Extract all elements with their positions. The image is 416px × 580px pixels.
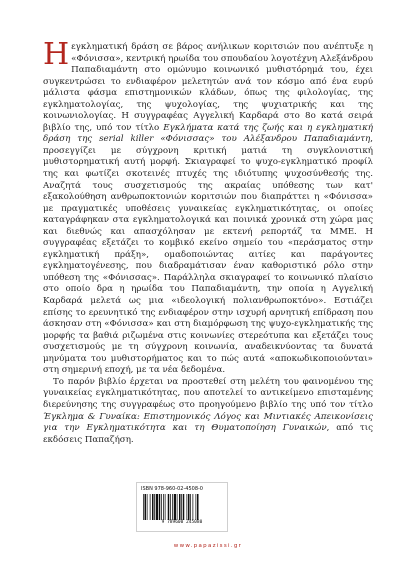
blurb-p2-part-b: , από τις εκδόσεις Παπαζήση. — [43, 423, 373, 445]
isbn-label: ISBN 978-960-02-4508-0 — [141, 486, 203, 492]
blurb-p2-part-a: Το παρόν βιβλίο έρχεται να προστεθεί στη μελέτη του φαινομένου της γυναικείας εγκληματικότητας, που αποτελεί το αντικείμενο επισταμένης διερεύνησης της συγγραφέως στο προηγούμενο βιβλίο της υπό τον τίτλο — [43, 376, 373, 410]
publisher-website: www.papazissi.gr — [173, 543, 243, 549]
drop-cap: Η — [43, 37, 70, 72]
blurb-text — [43, 37, 373, 446]
blurb-p1-part-a: εγκληματική δράση σε βάρος ανήλικων κοριτσιών που ανέπτυξε η «Φόνισσα», κεντρική ηρωίδα του σπουδαίου λογοτέχνη Αλεξάνδρου Παπαδιαμάντη στο ομώνυμο κοινωνικό μυθιστόρημά του, έχει συγκεντρώσει το ενδιαφέρον μελετητών ανά τον κόσμο από ένα ευρύ μάλιστα φάσμα επιστημονικών κλάδων, όπως της φιλολογίας, της εγκληματολογίας, της ψυχολογίας, της ψυχιατρικής και της κοινωνιολογίας. Η συγγραφέας Αγγελική Καρδαρά στο 8ο κατά σειρά βιβλίο της, υπό τον τίτλο — [43, 42, 373, 133]
barcode-digits: 9 789600 245080 — [161, 520, 203, 525]
barcode-icon — [141, 494, 223, 520]
blurb-paragraph-2 — [43, 377, 373, 446]
previous-book-title: Έγκλημα & Γυναίκα: Επιστημονικός Λόγος και Μιντιακές Απεικονίσεις για την Εγκληματικότητα και τη Θυματοποίηση Γυναικών — [43, 411, 373, 434]
book-title: Εγκλήματα κατά της ζωής και η εγκληματική δράση της serial killer «Φόνισσας» του Αλέξανδρου Παπαδιαμάντη — [43, 122, 373, 145]
blurb-p1-part-b: , προσεγγίζει με σύγχρονη κριτική ματιά τη συγκλονιστική μυθιστορηματική αυτή μορφή. Σκιαγραφεί το ψυχο-εγκληματικό προφίλ της και φωτίζει σκοτεινές πτυχές της ιδιότυπης ψυχοσύνθεσής της. Αναζητά τους συσχετισμούς της ακραίας υπόθεσης των κατ' εξακολούθηση ανθρωποκτονιών κοριτσιών που διαπράττει η «Φόνισσα» με πραγματικές υποθέσεις γυναικείας εγκληματικότητας, οι οποίες καταγράφηκαν στα εγκληματολογικά και ποινικά χρονικά στη χώρα μας και διεθνώς και απασχόλησαν με εκτενή ρεπορτάζ τα ΜΜΕ. Η συγγραφέας εξετάζει το κομβικό εκείνο σημείο του «περάσματος στην εγκληματική πράξη», ομαδοποιώντας αιτίες και παράγοντες εγκληματογένεσης, που διαδραμάτισαν έναν καθοριστικό ρόλο στην υπόθεση της «Φόνισσας». Παράλληλα σκιαγραφεί το κοινωνικό πλαίσιο στο οποίο δρα η ηρωίδα του Παπαδιαμάντη, την οποία η Αγγελική Καρδαρά μελετά ως μια «ιδεολογική πολιανθρωποκτόνο». Εστιάζει επίσης το ερευνητικό της ενδιαφέρον στην ισχυρή αρνητική επίδραση που άσκησαν στη «Φόνισσα» και στη διαμόρφωση της ψυχο-εγκληματικής της μορφής τα βαθιά ριζωμένα στις κοινωνίες στερεότυπα και εξετάζει τους συσχετισμούς με τη σύγχρονη κοινωνία, αναδεικνύοντας τα δυνατά μηνύματα του μυθιστορήματος και το πώς αυτά «αποκωδικοποιούνται» στη σημερινή εποχή, με τα νέα δεδομένα. — [43, 134, 373, 376]
isbn-barcode-box — [136, 482, 228, 532]
blurb-paragraph-1 — [43, 37, 373, 377]
